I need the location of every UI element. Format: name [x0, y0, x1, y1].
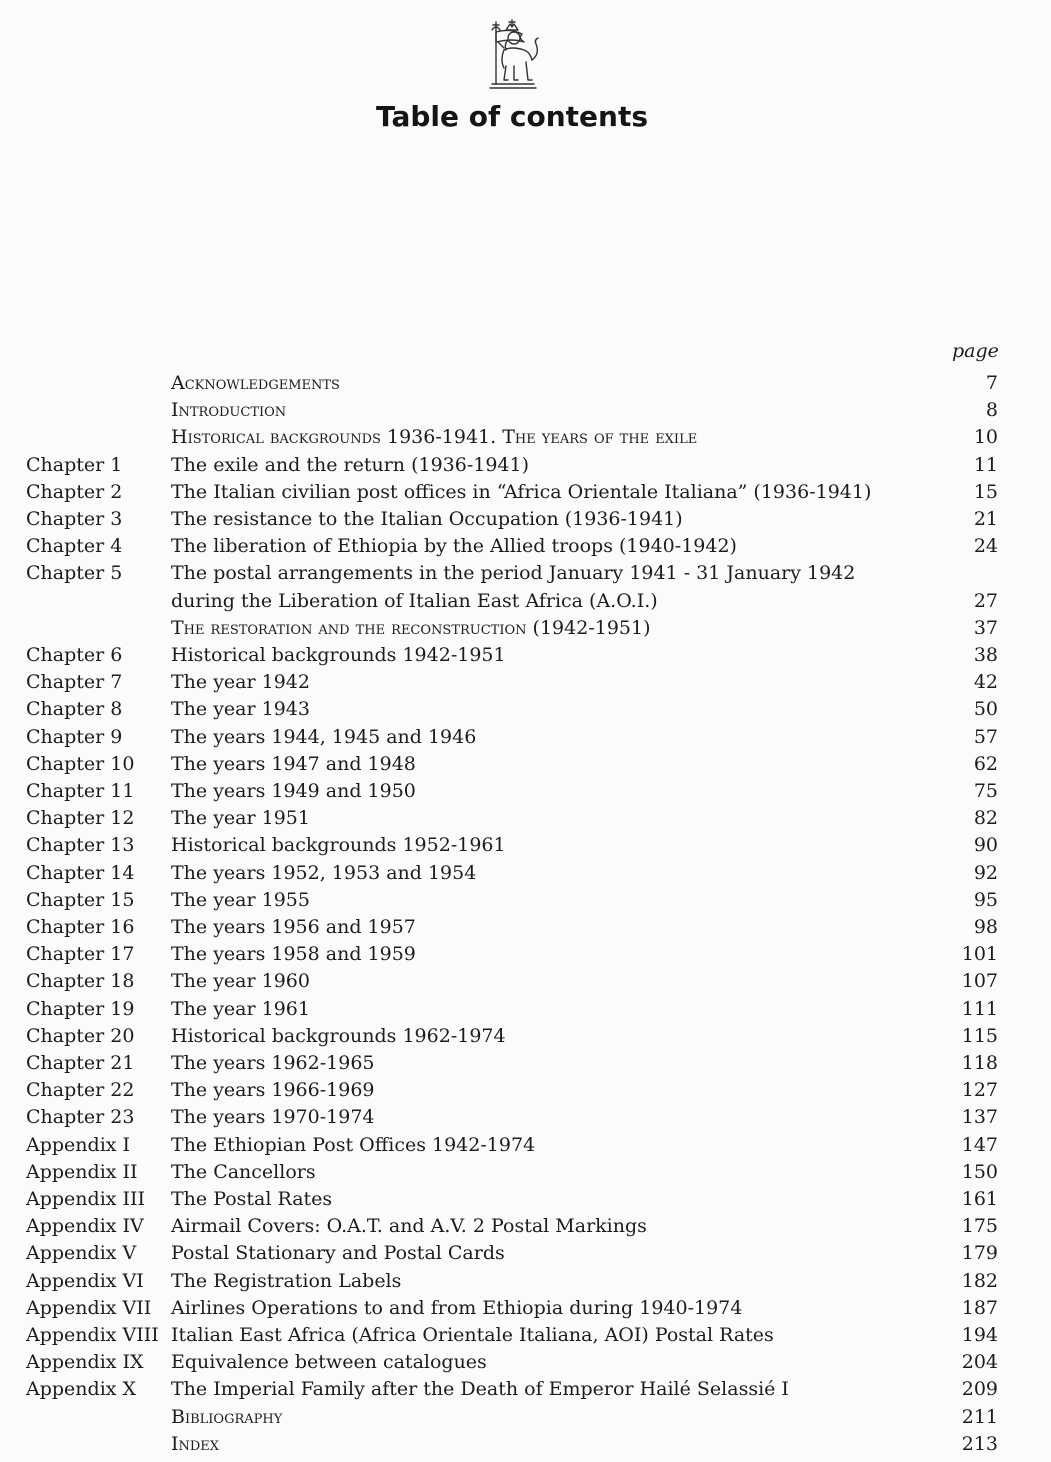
toc-row-title: The liberation of Ethiopia by the Allied troops (1940-1942) [171, 535, 737, 558]
toc-row-label: Chapter 10 [26, 752, 135, 775]
toc-row [0, 1052, 1051, 1079]
toc-row-title: The restoration and the reconstruction (1942-1951) [171, 616, 651, 639]
toc-row-page-number: 194 [961, 1324, 998, 1346]
toc-row [0, 1324, 1051, 1351]
toc-row [0, 1188, 1051, 1215]
toc-row-title: The Italian civilian post offices in “Africa Orientale Italiana” (1936-1941) [171, 480, 872, 503]
page-column-header: page [952, 340, 999, 362]
toc-row [0, 1215, 1051, 1242]
toc-row-title: Index [171, 1432, 220, 1455]
toc-row-title: Airmail Covers: O.A.T. and A.V. 2 Postal Markings [171, 1215, 647, 1238]
toc-row-label: Chapter 14 [26, 861, 135, 884]
toc-row-label: Appendix V [26, 1242, 137, 1265]
toc-row [0, 1270, 1051, 1297]
toc-row-label: Chapter 19 [26, 997, 135, 1020]
toc-row-page-number: 175 [961, 1215, 998, 1238]
toc-row-label: Chapter 3 [26, 508, 123, 530]
toc-row [0, 807, 1051, 834]
toc-row [0, 1161, 1051, 1188]
toc-row [0, 862, 1051, 889]
toc-row [0, 562, 1051, 589]
toc-row-title: The years 1949 and 1950 [171, 780, 416, 802]
toc-row-page-number: 92 [973, 861, 998, 884]
toc-row [0, 372, 1051, 399]
toc-row-label: Chapter 20 [26, 1024, 135, 1047]
toc-row-title: Italian East Africa (Africa Orientale Italiana, AOI) Postal Rates [171, 1324, 774, 1346]
toc-row-page-number: 42 [973, 671, 998, 694]
toc-row-page-number: 7 [985, 372, 998, 394]
toc-row-title: Postal Stationary and Postal Cards [171, 1242, 505, 1265]
toc-row-page-number: 161 [961, 1188, 998, 1210]
toc-row-page-number: 50 [973, 698, 998, 721]
page-title: Table of contents [375, 100, 649, 133]
toc-row-page-number: 107 [961, 970, 998, 993]
toc-row-title: Acknowledgements [171, 372, 340, 394]
toc-row-page-number: 127 [961, 1079, 998, 1102]
toc-row-title: The years 1970-1974 [171, 1106, 375, 1129]
toc-row [0, 1134, 1051, 1161]
toc-row-page-number: 187 [961, 1296, 998, 1319]
toc-row-page-number: 57 [973, 725, 998, 748]
toc-row-title: The Postal Rates [171, 1188, 333, 1210]
toc-row [0, 1297, 1051, 1324]
toc-row-title: The year 1955 [171, 888, 310, 911]
toc-row [0, 1106, 1051, 1133]
toc-row [0, 535, 1051, 562]
toc-row-page-number: 209 [961, 1378, 998, 1401]
toc-row-label: Chapter 23 [26, 1106, 135, 1129]
toc-row [0, 998, 1051, 1025]
toc-row [0, 1406, 1051, 1433]
toc-row [0, 753, 1051, 780]
toc-row [0, 590, 1051, 617]
toc-row-label: Chapter 15 [26, 888, 135, 911]
toc-row-page-number: 82 [973, 807, 998, 830]
toc-row-page-number: 137 [961, 1106, 998, 1129]
toc-row-title: The year 1951 [171, 807, 310, 830]
toc-row [0, 1351, 1051, 1378]
toc-row-label: Appendix III [26, 1188, 146, 1210]
toc-row-page-number: 182 [961, 1269, 998, 1292]
toc-row-title: during the Liberation of Italian East Africa (A.O.I.) [171, 589, 658, 612]
toc-row-title: The years 1958 and 1959 [171, 943, 416, 966]
toc-row-label: Chapter 7 [26, 671, 123, 694]
toc-row-page-number: 213 [961, 1432, 998, 1455]
toc-row-label: Chapter 6 [26, 644, 123, 666]
toc-row-title: The years 1962-1965 [171, 1052, 375, 1074]
toc-row-title: Airlines Operations to and from Ethiopia during 1940-1974 [171, 1296, 743, 1319]
toc-row-label: Appendix X [26, 1378, 137, 1401]
toc-row [0, 698, 1051, 725]
toc-row-title: The years 1947 and 1948 [171, 752, 416, 775]
toc-row-title: The Imperial Family after the Death of Emperor Hailé Selassié I [171, 1378, 789, 1401]
toc-row-title: The year 1943 [171, 698, 310, 721]
toc-row-title: The exile and the return (1936-1941) [171, 453, 530, 476]
toc-row-label: Appendix IV [26, 1215, 144, 1238]
toc-row-title: The years 1952, 1953 and 1954 [171, 861, 477, 884]
toc-row-title: Historical backgrounds 1952-1961 [171, 834, 506, 857]
toc-row [0, 1242, 1051, 1269]
toc-row-title: The year 1960 [171, 970, 310, 993]
toc-row-label: Appendix II [26, 1160, 138, 1183]
toc-row [0, 1079, 1051, 1106]
toc-row-title: The years 1956 and 1957 [171, 916, 416, 938]
toc-row-label: Chapter 11 [26, 780, 135, 802]
toc-row-page-number: 179 [961, 1242, 998, 1265]
toc-row-page-number: 211 [961, 1405, 998, 1428]
toc-row-page-number: 111 [961, 997, 998, 1020]
toc-row [0, 399, 1051, 426]
toc-row [0, 508, 1051, 535]
toc-row-page-number: 95 [973, 888, 998, 911]
toc-row [0, 916, 1051, 943]
toc-row-page-number: 147 [961, 1133, 998, 1156]
toc-row-page-number: 204 [961, 1351, 998, 1374]
toc-row-title: The postal arrangements in the period January 1941 - 31 January 1942 [171, 562, 856, 585]
toc-row [0, 644, 1051, 671]
toc-row [0, 617, 1051, 644]
toc-row-title: The year 1942 [171, 671, 310, 694]
toc-row-label: Chapter 2 [26, 480, 123, 503]
toc-row-title: The Registration Labels [171, 1269, 402, 1292]
toc-row-title: The years 1966-1969 [171, 1079, 375, 1102]
toc-row-title: Historical backgrounds 1936-1941. The years of the exile [171, 426, 698, 449]
toc-row-page-number: 27 [973, 589, 998, 612]
toc-row [0, 1025, 1051, 1052]
toc-row [0, 726, 1051, 753]
toc-row-label: Appendix VIII [26, 1324, 159, 1346]
toc-row-label: Chapter 16 [26, 916, 135, 938]
toc-row-page-number: 21 [973, 508, 998, 530]
toc-row-title: The year 1961 [171, 997, 310, 1020]
toc-row-label: Appendix IX [26, 1351, 144, 1374]
toc-row-page-number: 75 [973, 780, 998, 802]
toc-row-page-number: 38 [973, 644, 998, 666]
toc-row-page-number: 24 [973, 535, 998, 558]
toc-row-label: Chapter 17 [26, 943, 135, 966]
toc-row-label: Chapter 8 [26, 698, 123, 721]
toc-row-label: Appendix I [26, 1133, 131, 1156]
toc-row-title: Historical backgrounds 1962-1974 [171, 1024, 506, 1047]
toc-row [0, 454, 1051, 481]
toc-row-page-number: 15 [973, 480, 998, 503]
toc-row-title: The years 1944, 1945 and 1946 [171, 725, 477, 748]
toc-row-title: The resistance to the Italian Occupation (1936-1941) [171, 508, 683, 530]
toc-row-label: Chapter 12 [26, 807, 135, 830]
toc-row-page-number: 10 [973, 426, 998, 449]
toc-row-title: Bibliography [171, 1405, 283, 1428]
toc-row-title: The Ethiopian Post Offices 1942-1974 [171, 1133, 536, 1156]
toc-row-page-number: 90 [973, 834, 998, 857]
toc-row-label: Chapter 13 [26, 834, 135, 857]
toc-row [0, 780, 1051, 807]
toc-row-label: Chapter 9 [26, 725, 123, 748]
toc-row [0, 834, 1051, 861]
toc-row-title: Equivalence between catalogues [171, 1351, 487, 1374]
toc-row [0, 426, 1051, 453]
toc-row-page-number: 98 [973, 916, 998, 938]
toc-row-title: Introduction [171, 399, 287, 422]
toc-row-page-number: 62 [973, 752, 998, 775]
toc-row-label: Chapter 22 [26, 1079, 135, 1102]
toc-row-label: Chapter 4 [26, 535, 123, 558]
toc-row-page-number: 8 [985, 399, 998, 422]
toc-row [0, 889, 1051, 916]
toc-row [0, 1433, 1051, 1460]
toc-row-page-number: 118 [961, 1052, 998, 1074]
toc-row-label: Chapter 5 [26, 562, 123, 585]
toc-row-page-number: 150 [961, 1160, 998, 1183]
toc-row [0, 671, 1051, 698]
toc-row-page-number: 101 [961, 943, 998, 966]
toc-row-page-number: 37 [973, 616, 998, 639]
toc-row-label: Chapter 18 [26, 970, 135, 993]
toc-row-label: Chapter 1 [26, 453, 123, 476]
toc-row [0, 970, 1051, 997]
toc-row-label: Appendix VI [26, 1269, 144, 1292]
toc-row-page-number: 11 [973, 453, 998, 476]
toc-row-label: Chapter 21 [26, 1052, 135, 1074]
toc-row-label: Appendix VII [26, 1296, 152, 1319]
toc-row [0, 1378, 1051, 1405]
toc-row-title: Historical backgrounds 1942-1951 [171, 644, 506, 666]
toc-row [0, 943, 1051, 970]
toc-row-title: The Cancellors [171, 1160, 316, 1183]
toc-row-page-number: 115 [961, 1024, 998, 1047]
toc-row [0, 481, 1051, 508]
